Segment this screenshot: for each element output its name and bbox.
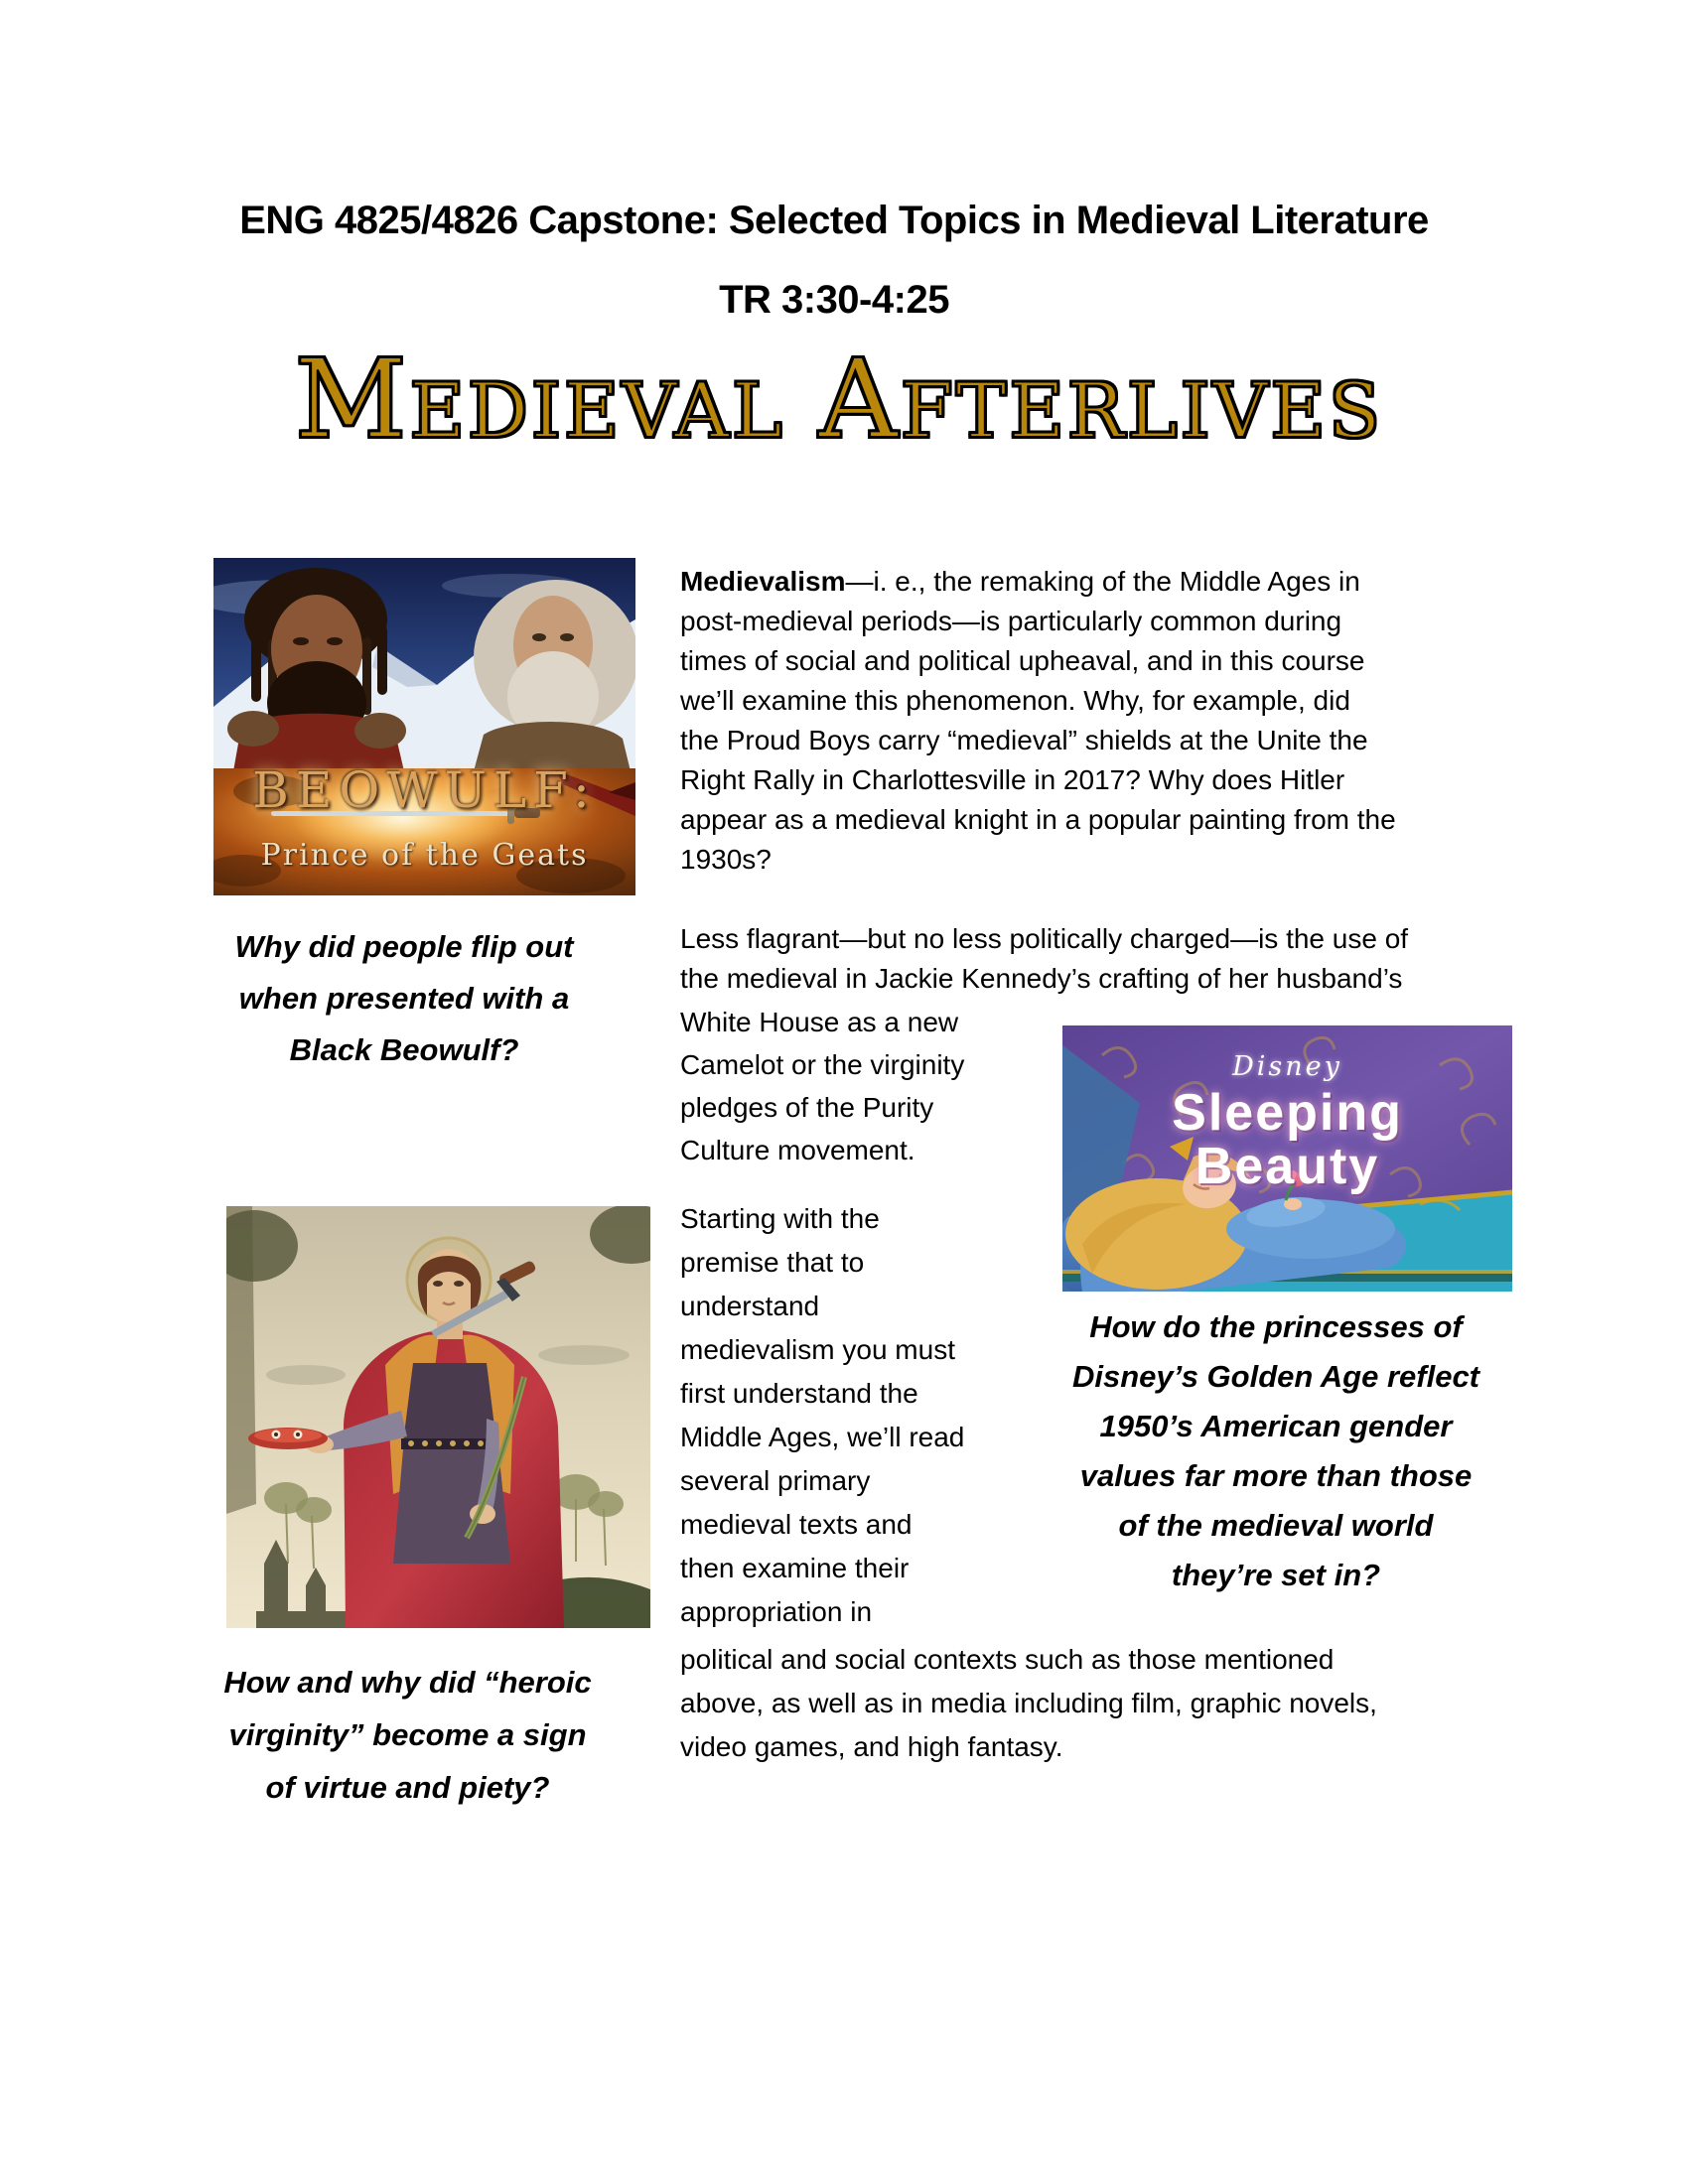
text-line: virginity” become a sign: [228, 1717, 587, 1752]
text-line: of virtue and piety?: [265, 1770, 550, 1805]
text-line: How and why did “heroic: [223, 1665, 592, 1700]
paragraph-medievalism-line1: [680, 562, 1514, 602]
text-line: above, as well as in media including film, graphic novels,: [680, 1688, 1377, 1718]
sleeping-beauty-title-line2: Beauty: [1195, 1138, 1380, 1195]
sleeping-beauty-caption: [1028, 1302, 1524, 1600]
title-initial-m: M: [294, 336, 410, 463]
text-line: first understand the: [680, 1378, 918, 1409]
text-line: understand: [680, 1291, 820, 1321]
text-line: of the medieval world: [1118, 1508, 1434, 1543]
paragraph-medievalism-rest: [680, 602, 1514, 880]
text-line: Black Beowulf?: [289, 1032, 519, 1067]
text-line: Why did people flip out: [234, 929, 574, 964]
beowulf-figure-right: [474, 580, 635, 771]
beowulf-figure-left: [227, 568, 406, 771]
text-line: times of social and political upheaval, and in this course: [680, 645, 1365, 676]
paragraph-medievalism: [680, 562, 1514, 880]
paragraph-starting-premise: [680, 1197, 1067, 1634]
text-line: Less flagrant—but no less politically charged—is the use of: [680, 923, 1409, 954]
text-line: then examine their: [680, 1553, 910, 1583]
course-time: TR 3:30-4:25: [719, 278, 949, 322]
title-initial-a: A: [818, 336, 902, 463]
text-line: Starting with the: [680, 1203, 880, 1234]
text-line: the Proud Boys carry “medieval” shields at the Unite the: [680, 725, 1368, 755]
saint-caption: [157, 1656, 658, 1814]
title-word2-rest: FTERLIVES: [901, 366, 1384, 455]
saint-painting-image: [226, 1206, 650, 1628]
medievalism-lead-word: Medievalism: [680, 566, 846, 597]
text-line: Culture movement.: [680, 1135, 915, 1165]
course-title: ENG 4825/4826 Capstone: Selected Topics in Medieval Literature: [239, 199, 1429, 242]
saint-illustration: [226, 1206, 650, 1628]
paragraph-contexts: [680, 1638, 1514, 1769]
text-line: they’re set in?: [1171, 1558, 1381, 1592]
text-line: appear as a medieval knight in a popular painting from the: [680, 804, 1396, 835]
text-line: medieval texts and: [680, 1509, 913, 1540]
text-line: premise that to: [680, 1247, 865, 1278]
text-line: 1930s?: [680, 844, 772, 875]
paragraph-less-flagrant: [680, 919, 1524, 999]
title-word1-rest: EDIEVAL: [409, 366, 785, 455]
text-line: How do the princesses of: [1089, 1309, 1463, 1344]
text-line: the medieval in Jackie Kennedy’s crafting of her husband’s: [680, 963, 1403, 994]
page-title: [0, 336, 1678, 467]
text-line: Middle Ages, we’ll read: [680, 1422, 965, 1452]
text-line: Camelot or the virginity: [680, 1049, 965, 1080]
text-line: 1950’s American gender: [1099, 1409, 1453, 1443]
text-line: values far more than those: [1079, 1458, 1473, 1493]
paragraph-less-flagrant-wrapped: [680, 1001, 1067, 1171]
disney-logo-text: Disney: [1232, 1051, 1342, 1082]
beowulf-title-text: BEOWULF:: [252, 761, 597, 819]
text-line: video games, and high fantasy.: [680, 1731, 1063, 1762]
text-line: political and social contexts such as those mentioned: [680, 1644, 1335, 1675]
text-line: Right Rally in Charlottesville in 2017? Why does Hitler: [680, 764, 1345, 795]
text-line: medievalism you must: [680, 1334, 955, 1365]
sleeping-beauty-cover-image: [1062, 1025, 1512, 1292]
text-line: post-medieval periods—is particularly common during: [680, 606, 1342, 636]
text-line: several primary: [680, 1465, 871, 1496]
text-line: we’ll examine this phenomenon. Why, for example, did: [680, 685, 1350, 716]
text-line: pledges of the Purity: [680, 1092, 934, 1123]
text-line: White House as a new: [680, 1007, 959, 1037]
beowulf-caption: [162, 921, 646, 1076]
sleeping-beauty-title-line1: Sleeping: [1172, 1084, 1403, 1142]
text-line: Disney’s Golden Age reflect: [1071, 1359, 1480, 1394]
text-line: appropriation in: [680, 1596, 873, 1627]
medievalism-line1-rest: —i. e., the remaking of the Middle Ages in: [845, 566, 1360, 597]
text-line: when presented with a: [238, 981, 570, 1016]
beowulf-subtitle-text: Prince of the Geats: [260, 838, 589, 873]
beowulf-poster-image: [213, 558, 635, 895]
